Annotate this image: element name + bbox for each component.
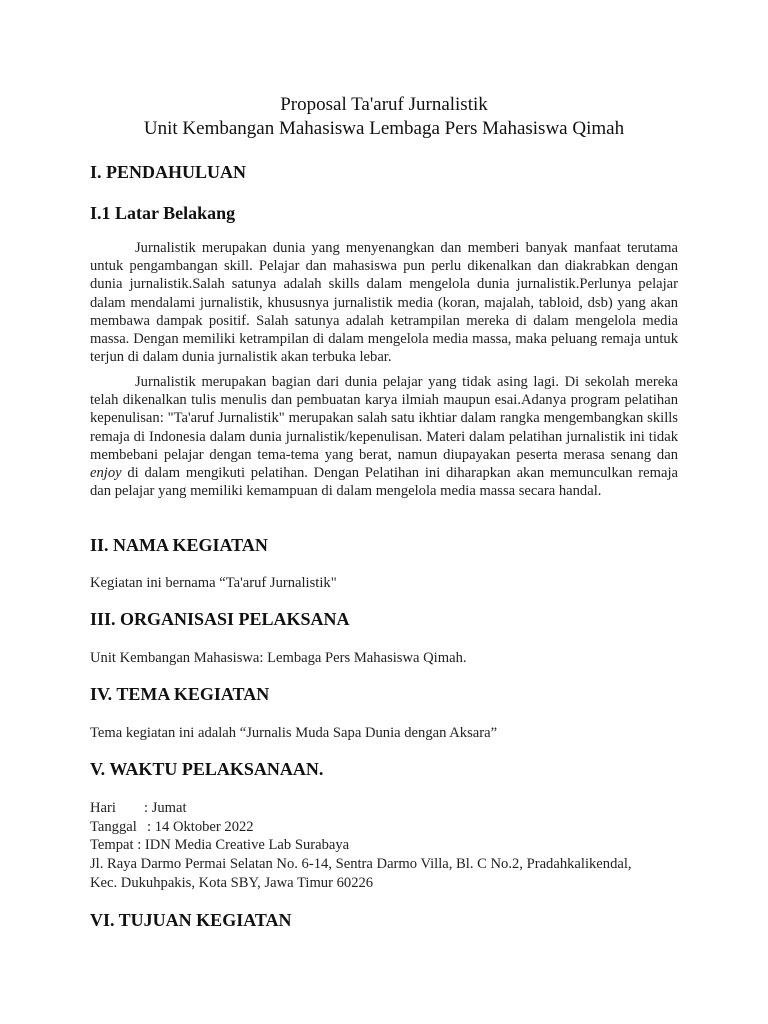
emphasis-text: enjoy xyxy=(90,465,122,482)
subsection-heading-latar-belakang: I.1 Latar Belakang xyxy=(90,203,236,223)
organisasi-pelaksana-text: Unit Kembangan Mahasiswa: Lembaga Pers Mahasiswa Qimah. xyxy=(90,650,467,666)
section-heading-pendahuluan: I. PENDAHULUAN xyxy=(90,162,247,182)
background-paragraph-2 xyxy=(90,373,678,500)
document-title: Proposal Ta'aruf Jurnalistik xyxy=(280,94,488,115)
hari-value: : Jumat xyxy=(144,800,187,816)
tempat-row: Tempat : IDN Media Creative Lab Surabaya xyxy=(90,837,350,853)
section-heading-tema-kegiatan: IV. TEMA KEGIATAN xyxy=(90,684,270,704)
paragraph-text: Jurnalistik merupakan dunia yang menyenangkan dan memberi banyak manfaat terutama untuk pengambangan skill. Pelajar dan mahasiswa pun perlu dikenalkan dan diakrabkan dengan dunia jurnalistik.Salah satunya adalah skills dalam mengelola dunia jurnalistik.Perlunya pelajar dalam mendalami jurnalistik, khususnya jurnalistik media (koran, majalah, tabloid, dsb) yang akan membawa dampak positif. Salah satunya adalah ketrampilan mereka di dalam mengelola media massa. Dengan memiliki ketrampilan di dalam mengelola media massa, maka peluang remaja untuk terjun di dalam dunia jurnalistik akan terbuka lebar. xyxy=(90,240,678,366)
background-paragraph-1 xyxy=(90,239,678,366)
address-line-2: Kec. Dukuhpakis, Kota SBY, Jawa Timur 60226 xyxy=(90,875,374,891)
section-heading-organisasi-pelaksana: III. ORGANISASI PELAKSANA xyxy=(90,609,350,629)
tanggal-row xyxy=(90,818,254,836)
section-heading-waktu-pelaksanaan: V. WAKTU PELAKSANAAN. xyxy=(90,759,324,779)
paragraph-text: di dalam mengikuti pelatihan. Dengan Pelatihan ini diharapkan akan memunculkan remaja dan pelajar yang memiliki kemampuan di dalam mengelola media massa secara handal. xyxy=(90,465,678,500)
hari-row xyxy=(90,799,187,817)
hari-label: Hari xyxy=(90,800,116,816)
section-heading-nama-kegiatan: II. NAMA KEGIATAN xyxy=(90,535,268,555)
tema-kegiatan-text: Tema kegiatan ini adalah “Jurnalis Muda Sapa Dunia dengan Aksara” xyxy=(90,725,498,741)
address-line-1: Jl. Raya Darmo Permai Selatan No. 6-14, Sentra Darmo Villa, Bl. C No.2, Pradahkalikendal, xyxy=(90,856,632,872)
paragraph-text: Jurnalistik merupakan bagian dari dunia pelajar yang tidak asing lagi. Di sekolah mereka telah dikenalkan tulis menulis dan pembuatan karya ilmiah maupun esai.Adanya program pelatihan kepenulisan: "Ta'aruf Jurnalistik" merupakan salah satu ikhtiar dalam rangka mengembangkan skills remaja di Indonesia dalam dunia jurnalistik/kepenulisan. Materi dalam pelatihan jurnalistik ini tidak membebani pelajar dengan tema-tema yang berat, namun diupayakan peserta merasa senang dan xyxy=(90,374,678,463)
document-subtitle: Unit Kembangan Mahasiswa Lembaga Pers Mahasiswa Qimah xyxy=(143,118,625,139)
section-heading-tujuan-kegiatan: VI. TUJUAN KEGIATAN xyxy=(90,910,292,930)
nama-kegiatan-text: Kegiatan ini bernama “Ta'aruf Jurnalistik" xyxy=(90,575,337,591)
tanggal-label: Tanggal xyxy=(90,819,137,835)
tanggal-value: : 14 Oktober 2022 xyxy=(147,819,254,835)
